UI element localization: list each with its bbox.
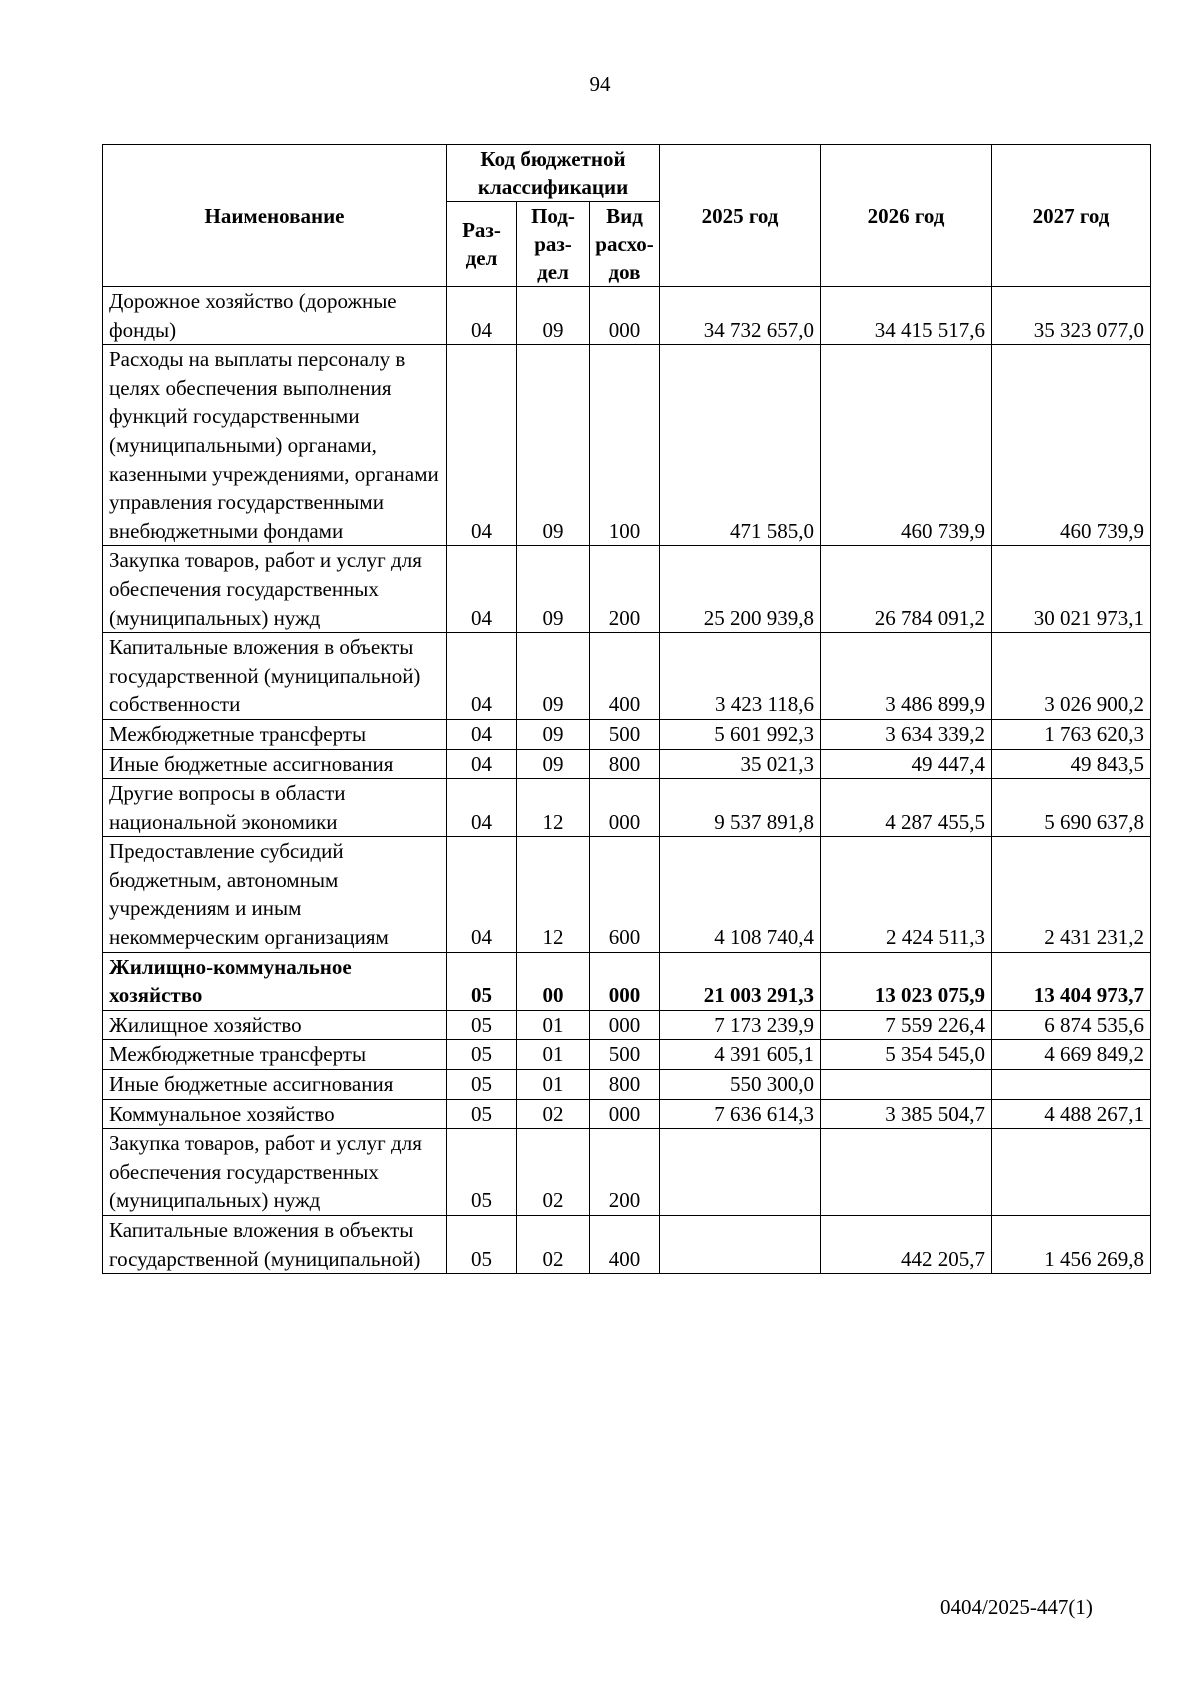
table-row xyxy=(103,633,1151,720)
row-podrazdel: 09 xyxy=(517,719,590,749)
row-value-2027 xyxy=(992,1129,1151,1216)
row-razdel: 05 xyxy=(447,1099,517,1129)
row-razdel: 04 xyxy=(447,749,517,779)
row-name: Межбюджетные трансферты xyxy=(103,719,447,749)
row-vid: 000 xyxy=(590,287,660,345)
row-podrazdel: 01 xyxy=(517,1040,590,1070)
table-row xyxy=(103,1040,1151,1070)
row-name: Капитальные вложения в объекты государственной (муниципальной) xyxy=(103,1216,447,1274)
row-value-2025: 5 601 992,3 xyxy=(660,719,821,749)
row-razdel: 04 xyxy=(447,633,517,720)
header-razdel: Раз- дел xyxy=(447,202,517,287)
row-vid: 500 xyxy=(590,1040,660,1070)
row-name: Жилищно-коммунальное хозяйство xyxy=(103,952,447,1010)
row-name: Дорожное хозяйство (дорожные фонды) xyxy=(103,287,447,345)
table-row xyxy=(103,719,1151,749)
row-value-2026: 7 559 226,4 xyxy=(821,1010,992,1040)
row-name: Расходы на выплаты персоналу в целях обеспечения выполнения функций государственными (муниципальными) органами, казенными учреждениями, органами управления государственными внебюджетными фондами xyxy=(103,345,447,546)
row-name: Иные бюджетные ассигнования xyxy=(103,749,447,779)
row-razdel: 04 xyxy=(447,837,517,952)
row-value-2025 xyxy=(660,1129,821,1216)
row-name: Закупка товаров, работ и услуг для обеспечения государственных (муниципальных) нужд xyxy=(103,1129,447,1216)
row-podrazdel: 00 xyxy=(517,952,590,1010)
row-value-2027: 2 431 231,2 xyxy=(992,837,1151,952)
table-row xyxy=(103,345,1151,546)
row-value-2027: 35 323 077,0 xyxy=(992,287,1151,345)
row-vid: 500 xyxy=(590,719,660,749)
row-vid: 800 xyxy=(590,749,660,779)
header-row-top xyxy=(103,145,1151,202)
table-row xyxy=(103,1010,1151,1040)
budget-table xyxy=(102,144,1151,1274)
row-name: Закупка товаров, работ и услуг для обеспечения государственных (муниципальных) нужд xyxy=(103,546,447,633)
row-value-2027: 4 488 267,1 xyxy=(992,1099,1151,1129)
header-vid: Вид расхо- дов xyxy=(590,202,660,287)
row-value-2026: 442 205,7 xyxy=(821,1216,992,1274)
row-razdel: 05 xyxy=(447,952,517,1010)
row-value-2027 xyxy=(992,1070,1151,1100)
row-value-2027: 5 690 637,8 xyxy=(992,779,1151,837)
row-value-2026: 34 415 517,6 xyxy=(821,287,992,345)
header-2027: 2027 год xyxy=(992,145,1151,287)
row-vid: 400 xyxy=(590,1216,660,1274)
table-row xyxy=(103,779,1151,837)
table-row xyxy=(103,1070,1151,1100)
row-razdel: 05 xyxy=(447,1129,517,1216)
header-podrazdel: Под- раз- дел xyxy=(517,202,590,287)
header-2026: 2026 год xyxy=(821,145,992,287)
row-podrazdel: 09 xyxy=(517,287,590,345)
document-code: 0404/2025-447(1) xyxy=(940,1595,1093,1619)
row-value-2025: 550 300,0 xyxy=(660,1070,821,1100)
row-value-2026 xyxy=(821,1070,992,1100)
row-vid: 400 xyxy=(590,633,660,720)
row-podrazdel: 09 xyxy=(517,633,590,720)
row-value-2027: 4 669 849,2 xyxy=(992,1040,1151,1070)
row-podrazdel: 09 xyxy=(517,546,590,633)
header-name: Наименование xyxy=(103,145,447,287)
row-value-2027: 460 739,9 xyxy=(992,345,1151,546)
row-value-2026: 26 784 091,2 xyxy=(821,546,992,633)
row-value-2027: 13 404 973,7 xyxy=(992,952,1151,1010)
row-vid: 200 xyxy=(590,1129,660,1216)
row-podrazdel: 02 xyxy=(517,1216,590,1274)
row-razdel: 04 xyxy=(447,779,517,837)
row-value-2027: 1 763 620,3 xyxy=(992,719,1151,749)
row-value-2027: 49 843,5 xyxy=(992,749,1151,779)
row-value-2025: 7 173 239,9 xyxy=(660,1010,821,1040)
table-row xyxy=(103,546,1151,633)
row-value-2025: 34 732 657,0 xyxy=(660,287,821,345)
table-row xyxy=(103,287,1151,345)
row-vid: 000 xyxy=(590,952,660,1010)
row-value-2025: 3 423 118,6 xyxy=(660,633,821,720)
row-name: Коммунальное хозяйство xyxy=(103,1099,447,1129)
table-row xyxy=(103,837,1151,952)
row-value-2026 xyxy=(821,1129,992,1216)
row-value-2026: 3 385 504,7 xyxy=(821,1099,992,1129)
table-row xyxy=(103,749,1151,779)
row-podrazdel: 09 xyxy=(517,749,590,779)
row-name: Межбюджетные трансферты xyxy=(103,1040,447,1070)
row-razdel: 05 xyxy=(447,1070,517,1100)
row-name: Другие вопросы в области национальной экономики xyxy=(103,779,447,837)
table-row xyxy=(103,1129,1151,1216)
row-vid: 000 xyxy=(590,1099,660,1129)
table-row xyxy=(103,1099,1151,1129)
row-value-2027: 3 026 900,2 xyxy=(992,633,1151,720)
row-vid: 600 xyxy=(590,837,660,952)
row-podrazdel: 12 xyxy=(517,779,590,837)
row-value-2026: 49 447,4 xyxy=(821,749,992,779)
row-value-2026: 460 739,9 xyxy=(821,345,992,546)
row-value-2025: 25 200 939,8 xyxy=(660,546,821,633)
row-value-2025: 35 021,3 xyxy=(660,749,821,779)
row-razdel: 05 xyxy=(447,1216,517,1274)
row-value-2025: 4 108 740,4 xyxy=(660,837,821,952)
row-value-2026: 13 023 075,9 xyxy=(821,952,992,1010)
row-vid: 800 xyxy=(590,1070,660,1100)
row-value-2026: 3 486 899,9 xyxy=(821,633,992,720)
row-razdel: 04 xyxy=(447,719,517,749)
row-vid: 200 xyxy=(590,546,660,633)
row-value-2027: 30 021 973,1 xyxy=(992,546,1151,633)
row-podrazdel: 01 xyxy=(517,1010,590,1040)
row-value-2027: 1 456 269,8 xyxy=(992,1216,1151,1274)
row-name: Капитальные вложения в объекты государственной (муниципальной) собственности xyxy=(103,633,447,720)
row-podrazdel: 12 xyxy=(517,837,590,952)
row-vid: 000 xyxy=(590,1010,660,1040)
row-value-2025: 471 585,0 xyxy=(660,345,821,546)
row-razdel: 05 xyxy=(447,1010,517,1040)
row-name: Жилищное хозяйство xyxy=(103,1010,447,1040)
row-value-2025: 7 636 614,3 xyxy=(660,1099,821,1129)
header-code-group: Код бюджетной классификации xyxy=(447,145,660,202)
row-value-2027: 6 874 535,6 xyxy=(992,1010,1151,1040)
row-razdel: 04 xyxy=(447,546,517,633)
row-vid: 000 xyxy=(590,779,660,837)
row-name: Иные бюджетные ассигнования xyxy=(103,1070,447,1100)
row-value-2025: 9 537 891,8 xyxy=(660,779,821,837)
table-row xyxy=(103,1216,1151,1274)
row-vid: 100 xyxy=(590,345,660,546)
row-value-2026: 3 634 339,2 xyxy=(821,719,992,749)
row-name: Предоставление субсидий бюджетным, автономным учреждениям и иным некоммерческим организациям xyxy=(103,837,447,952)
row-podrazdel: 02 xyxy=(517,1099,590,1129)
row-value-2026: 2 424 511,3 xyxy=(821,837,992,952)
row-razdel: 04 xyxy=(447,345,517,546)
row-value-2026: 4 287 455,5 xyxy=(821,779,992,837)
row-razdel: 04 xyxy=(447,287,517,345)
row-value-2025: 21 003 291,3 xyxy=(660,952,821,1010)
row-value-2025 xyxy=(660,1216,821,1274)
header-2025: 2025 год xyxy=(660,145,821,287)
page-number: 94 xyxy=(589,72,611,96)
row-podrazdel: 02 xyxy=(517,1129,590,1216)
row-podrazdel: 01 xyxy=(517,1070,590,1100)
row-value-2026: 5 354 545,0 xyxy=(821,1040,992,1070)
row-razdel: 05 xyxy=(447,1040,517,1070)
row-value-2025: 4 391 605,1 xyxy=(660,1040,821,1070)
table-body xyxy=(103,287,1151,1274)
row-podrazdel: 09 xyxy=(517,345,590,546)
table-row xyxy=(103,952,1151,1010)
